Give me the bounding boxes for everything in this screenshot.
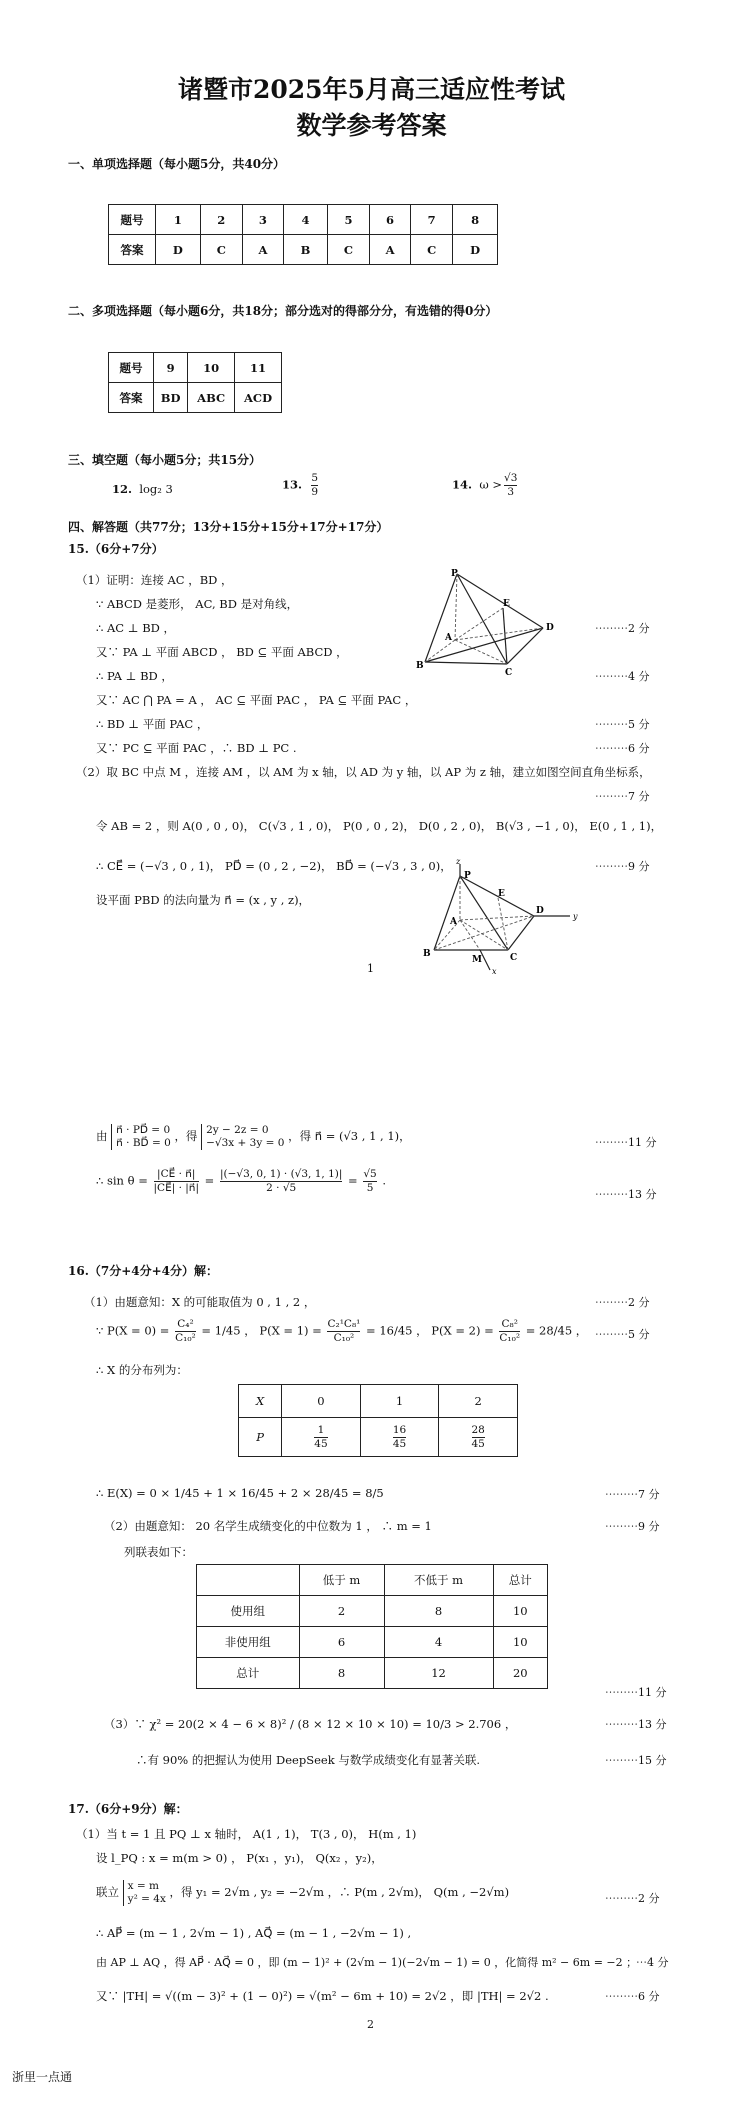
numerator: C₂¹C₈¹ (327, 1318, 361, 1330)
table-row (239, 1385, 518, 1418)
equation: y² = 4x (127, 1893, 166, 1905)
text: = 28/45 ， (525, 1323, 588, 1338)
equation: −√3x + 3y = 0 (206, 1137, 285, 1149)
fraction (393, 1424, 406, 1451)
table-row (197, 1658, 548, 1689)
table-cell: D (453, 235, 498, 265)
axis-label: z (456, 858, 461, 866)
score-mark: ⋯⋯⋯5 分 (595, 1328, 650, 1341)
table-cell (197, 1565, 300, 1596)
q15-line: 令 AB = 2 ，则 A(0 , 0 , 0)， C(√3 , 1 , 0)， P(0 , 0 , 2)， D(0 , 2 , 0)， B(√3 , −1 , 0)， E(0 , 1 , 1)， (96, 819, 663, 833)
score-mark: ⋯⋯⋯13 分 (605, 1718, 667, 1731)
table-cell: 3 (242, 205, 283, 235)
q16-heading: 16.（7分+4分+4分）解： (68, 1264, 219, 1278)
table-cell: 10 (188, 353, 235, 383)
table-cell: 6 (369, 205, 410, 235)
distribution-table (238, 1384, 518, 1457)
answer-prefix: ω > (479, 477, 502, 492)
q16-line: ∴ X 的分布列为： (96, 1363, 188, 1377)
table-cell: 低于 m (299, 1565, 384, 1596)
score-mark: ⋯⋯⋯11 分 (605, 1686, 667, 1699)
table-cell: C (411, 235, 453, 265)
table-cell: 20 (493, 1658, 547, 1689)
table-row (197, 1627, 548, 1658)
score-mark: ⋯⋯⋯15 分 (605, 1754, 667, 1767)
brace-system (201, 1124, 284, 1150)
brace-system (111, 1124, 171, 1150)
text: = 16/45 (366, 1323, 413, 1338)
equation: n⃗ · PD⃗ = 0 (116, 1124, 171, 1136)
table-cell: 10 (493, 1627, 547, 1658)
table-cell: C (200, 235, 242, 265)
denominator: 3 (504, 485, 517, 499)
table-cell: 6 (299, 1627, 384, 1658)
point-label: B (423, 949, 431, 959)
equation: x = m (127, 1880, 160, 1892)
point-label: P (464, 871, 471, 881)
section1-heading: 一、单项选择题（每小题5分，共40分） (68, 157, 286, 171)
table-cell: 8 (453, 205, 498, 235)
table-cell: 4 (284, 205, 328, 235)
q15-system (96, 1124, 411, 1150)
q16-probabilities (96, 1318, 587, 1345)
table-cell: 2 (439, 1385, 518, 1418)
score-mark: ⋯⋯⋯5 分 (595, 718, 650, 731)
equation: 2y − 2z = 0 (206, 1124, 269, 1136)
text: = (204, 1173, 215, 1188)
q15-line: （2）取 BC 中点 M ，连接 AM ，以 AM 为 x 轴，以 AD 为 y 轴，以 AP 为 z 轴，建立如图空间直角坐标系， (76, 765, 651, 779)
section4-heading: 四、解答题（共77分；13分+15分+15分+17分+17分） (68, 520, 389, 534)
numerator: C₈² (501, 1318, 518, 1330)
table-cell: 7 (411, 205, 453, 235)
table-cell: 8 (299, 1658, 384, 1689)
table-cell: 8 (384, 1596, 493, 1627)
denominator: 45 (471, 1437, 485, 1450)
table-cell: 使用组 (197, 1596, 300, 1627)
table-cell: 题号 (109, 205, 156, 235)
fraction (311, 472, 318, 499)
text: . (382, 1173, 387, 1188)
text: ，得 n⃗ = (√3 , 1 , 1)， (288, 1129, 411, 1143)
page-number: 1 (367, 962, 374, 975)
denominator: C₁₀² (327, 1331, 360, 1345)
section2-heading: 二、多项选择题（每小题6分，共18分；部分选对的得部分分，有选错的得0分） (68, 304, 498, 318)
score-mark: ⋯⋯⋯4 分 (595, 670, 650, 683)
text: 联立 (96, 1885, 119, 1899)
score-mark: ⋯⋯⋯7 分 (605, 1488, 660, 1501)
score-mark: ⋯⋯⋯7 分 (595, 790, 650, 803)
score-mark: ⋯⋯⋯6 分 (605, 1990, 660, 2003)
page-number: 2 (367, 2018, 374, 2031)
q15-sine (96, 1168, 386, 1195)
table-cell: 5 (327, 205, 369, 235)
numerator: 28 (471, 1423, 485, 1436)
table-cell: 11 (235, 353, 282, 383)
score-mark: ⋯⋯⋯11 分 (595, 1136, 657, 1149)
text: ， P(X = 1) = (244, 1323, 322, 1338)
denominator: 9 (311, 486, 319, 498)
q15-heading: 15.（6分+7分） (68, 542, 164, 556)
table-row (109, 235, 498, 265)
exam-title: 诸暨市2025年5月高三适应性考试 (178, 75, 565, 104)
text: = 1/45 (201, 1323, 241, 1338)
numerator: 1 (317, 1423, 325, 1436)
numerator: √3 (504, 472, 518, 484)
table-cell: 2 (200, 205, 242, 235)
text: ∴ sin θ = (96, 1173, 148, 1188)
table-cell: 总计 (493, 1565, 547, 1596)
exam-subtitle: 数学参考答案 (296, 111, 447, 140)
point-label: A (445, 633, 452, 643)
numerator: 5 (311, 472, 319, 484)
score-mark: ⋯⋯⋯2 分 (595, 1296, 650, 1309)
answer-13 (282, 472, 320, 499)
table-cell: 9 (154, 353, 188, 383)
score-mark: ⋯⋯⋯2 分 (595, 622, 650, 635)
table-row (109, 205, 498, 235)
table-cell: ABC (188, 383, 235, 413)
point-label: D (546, 623, 554, 633)
table-cell: B (284, 235, 328, 265)
table-cell: C (327, 235, 369, 265)
q15-line: ∴ CE⃗ = (−√3 , 0 , 1)， PD⃗ = (0 , 2 , −2)， BD⃗ = (−√3 , 3 , 0)， (96, 859, 452, 873)
q15-line: 又∵ PC ⊆ 平面 PAC ，∴ BD ⊥ PC . (96, 741, 297, 755)
point-label: E (503, 599, 510, 609)
text: ，得 y₁ = 2√m , y₂ = −2√m ，∴ P(m , 2√m)， Q(m , −2√m) (169, 1885, 510, 1899)
table-cell (282, 1418, 361, 1457)
fraction (504, 472, 517, 499)
text: ， P(X = 2) = (416, 1323, 494, 1338)
coordinate-figure (420, 858, 600, 976)
answer-value: log₂ 3 (139, 482, 173, 496)
axis-label: y (573, 912, 578, 921)
numerator: 16 (392, 1423, 407, 1436)
equation: n⃗ · BD⃗ = 0 (116, 1137, 171, 1149)
table-cell (439, 1418, 518, 1457)
fraction (472, 1424, 485, 1451)
q17-line: （1）当 t = 1 且 PQ ⊥ x 轴时， A(1 , 1)， T(3 , 0)， H(m , 1) (76, 1827, 417, 1841)
denominator: C₁₀² (175, 1332, 196, 1344)
q15-line: 又∵ PA ⊥ 平面 ABCD ， BD ⊆ 平面 ABCD ， (96, 645, 348, 659)
q15-line: ∴ PA ⊥ BD ， (96, 669, 173, 683)
table-cell: 1 (156, 205, 201, 235)
text: ∵ P(X = 0) = (96, 1323, 170, 1338)
denominator: 45 (392, 1437, 407, 1450)
fraction (175, 1318, 196, 1345)
text: = (348, 1173, 358, 1188)
q15-line: ∴ AC ⊥ BD ， (96, 621, 176, 635)
answer-12 (112, 482, 173, 496)
point-label: A (450, 917, 457, 927)
point-label: E (498, 889, 505, 899)
table-cell: 题号 (109, 353, 154, 383)
fraction (314, 1424, 327, 1451)
point-label: D (536, 906, 544, 916)
q17-line: ∴ AP⃗ = (m − 1 , 2√m − 1) , AQ⃗ = (m − 1 , −2√m − 1) , (96, 1926, 412, 1940)
point-label: C (510, 953, 518, 963)
q15-line: ∴ BD ⊥ 平面 PAC ， (96, 717, 209, 731)
table-cell: 不低于 m (384, 1565, 493, 1596)
fraction (154, 1168, 200, 1195)
table-cell: 答案 (109, 383, 154, 413)
table-cell: 答案 (109, 235, 156, 265)
fraction (327, 1318, 360, 1345)
point-label: B (416, 661, 424, 671)
table-cell: BD (154, 383, 188, 413)
numerator: |(−√3, 0, 1) · (√3, 1, 1)| (219, 1168, 343, 1180)
q15-line: 又∵ AC ⋂ PA = A ， AC ⊆ 平面 PAC ， PA ⊆ 平面 PAC ， (96, 693, 417, 707)
score-mark: ⋯⋯⋯13 分 (595, 1188, 657, 1201)
single-choice-table (108, 204, 498, 265)
table-row (109, 353, 282, 383)
table-cell: 1 (360, 1385, 439, 1418)
q16-line: ∴有 90% 的把握认为使用 DeepSeek 与数学成绩变化有显著关联. (136, 1753, 480, 1767)
denominator: 45 (314, 1437, 328, 1450)
table-cell: 非使用组 (197, 1627, 300, 1658)
q16-line: 列联表如下： (124, 1545, 193, 1559)
score-mark: ⋯⋯⋯2 分 (605, 1892, 660, 1905)
fraction (220, 1168, 342, 1195)
brace-system (123, 1880, 166, 1906)
table-row (197, 1565, 548, 1596)
table-cell: 2 (299, 1596, 384, 1627)
score-mark: ⋯⋯⋯6 分 (595, 742, 650, 755)
contingency-table (196, 1564, 548, 1689)
answer-14 (452, 472, 519, 499)
table-cell: 4 (384, 1627, 493, 1658)
table-cell: P (239, 1418, 282, 1457)
numerator: |CE⃗ · n⃗| (157, 1168, 196, 1180)
axis-label: x (492, 967, 497, 976)
pyramid-figure (415, 568, 580, 678)
table-cell: ACD (235, 383, 282, 413)
text: ，得 (174, 1129, 198, 1143)
q-number: 13. (282, 477, 303, 492)
denominator: 2 · √5 (220, 1181, 342, 1195)
score-mark: ⋯⋯⋯9 分 (605, 1520, 660, 1533)
q17-line: 由 AP ⊥ AQ ，得 AP⃗ · AQ⃗ = 0 ，即 (m − 1)² + (2√m − 1)(−2√m − 1) = 0 ，化简得 m² − 6m = −2 ； (96, 1956, 638, 1969)
q16-line: ∴ E(X) = 0 × 1/45 + 1 × 16/45 + 2 × 28/45 = 8/5 (96, 1486, 384, 1500)
denominator: |CE⃗| · |n⃗| (153, 1182, 199, 1194)
fraction (363, 1168, 376, 1195)
q-number: 12. (112, 482, 133, 496)
score-mark: ⋯⋯⋯9 分 (595, 860, 650, 873)
numerator: C₄² (177, 1318, 194, 1330)
point-label: C (505, 668, 513, 678)
table-cell: D (156, 235, 201, 265)
table-cell: 10 (493, 1596, 547, 1627)
fraction (499, 1318, 520, 1345)
text: 由 (96, 1129, 108, 1143)
q17-line: 又∵ |TH| = √((m − 3)² + (1 − 0)²) = √(m² − 6m + 10) = 2√2 ，即 |TH| = 2√2 . (96, 1989, 549, 2003)
q15-line: 设平面 PBD 的法向量为 n⃗ = (x , y , z)， (96, 893, 311, 907)
q-number: 14. (452, 477, 473, 492)
q16-line: （2）由题意知： 20 名学生成绩变化的中位数为 1 ， ∴ m = 1 (104, 1519, 432, 1533)
q17-heading: 17.（6分+9分）解： (68, 1802, 188, 1816)
section3-heading: 三、填空题（每小题5分；共15分） (68, 453, 262, 467)
table-cell: A (242, 235, 283, 265)
table-cell: 总计 (197, 1658, 300, 1689)
denominator: C₁₀² (499, 1332, 521, 1344)
multi-choice-table (108, 352, 282, 413)
point-label: P (451, 569, 458, 579)
q17-system (96, 1880, 509, 1906)
footer-watermark: 浙里一点通 (12, 2070, 73, 2084)
table-cell: 0 (282, 1385, 361, 1418)
point-label: M (472, 955, 482, 965)
table-cell (360, 1418, 439, 1457)
table-row (109, 383, 282, 413)
table-cell: A (369, 235, 410, 265)
q15-line: （1）证明：连接 AC ，BD ， (76, 573, 233, 587)
q16-line: （3）∵ χ² = 20(2 × 4 − 6 × 8)² / (8 × 12 × 10 × 10) = 10/3 > 2.706 ， (104, 1717, 517, 1731)
table-cell: X (239, 1385, 282, 1418)
q17-line: 设 l_PQ : x = m(m > 0) ， P(x₁ ，y₁)， Q(x₂ ，y₂)， (96, 1851, 383, 1865)
q16-line: （1）由题意知：X 的可能取值为 0 , 1 , 2 ， (84, 1295, 316, 1309)
numerator: √5 (363, 1168, 377, 1180)
denominator: 5 (363, 1181, 376, 1195)
table-row (239, 1418, 518, 1457)
table-row (197, 1596, 548, 1627)
table-cell: 12 (384, 1658, 493, 1689)
score-mark: ⋯4 分 (636, 1956, 669, 1969)
q15-line: ∵ ABCD 是菱形， AC, BD 是对角线， (96, 597, 299, 611)
